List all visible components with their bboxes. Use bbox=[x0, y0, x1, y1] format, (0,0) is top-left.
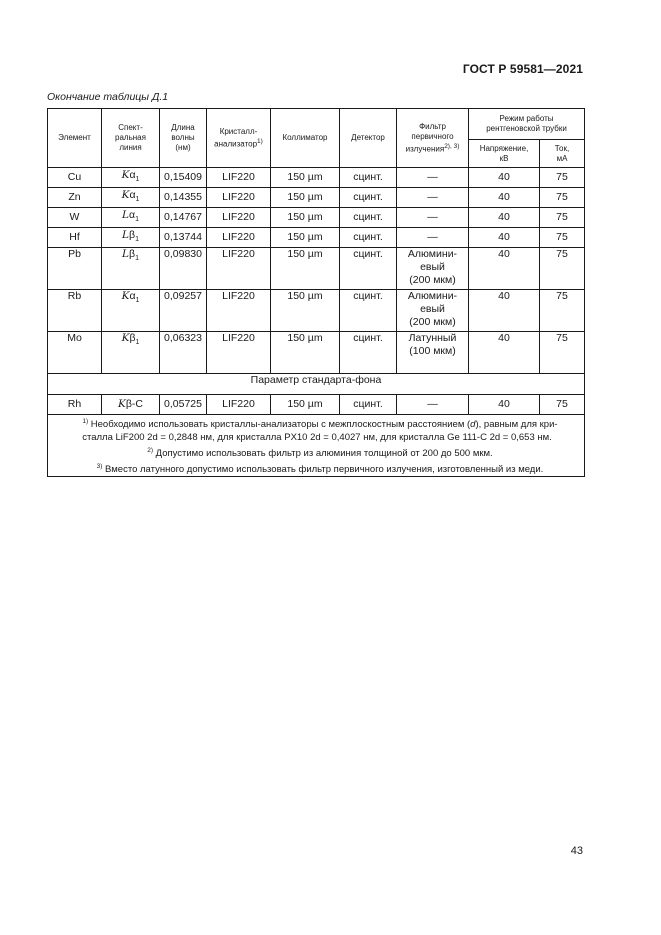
cell-element: Rh bbox=[48, 395, 102, 415]
cell-detector: сцинт. bbox=[340, 168, 397, 188]
cell-voltage: 40 bbox=[469, 248, 540, 290]
data-table bbox=[47, 108, 585, 477]
cell-detector: сцинт. bbox=[340, 332, 397, 374]
col-collimator: Коллиматор bbox=[271, 109, 340, 168]
cell-element: Zn bbox=[48, 188, 102, 208]
col-current: Ток, мА bbox=[540, 140, 585, 168]
note-1-continued: сталла LiF200 2d = 0,2848 нм, для кристалла PX10 2d = 0,4027 нм, для кристалла Ge 111-C 2d = 0,653 нм. bbox=[82, 432, 552, 444]
cell-spectral-line: $K\alpha_1$ bbox=[102, 168, 160, 188]
cell-wavelength: 0,05725 bbox=[160, 395, 207, 415]
cell-filter: — bbox=[397, 168, 469, 188]
cell-crystal: LIF220 bbox=[207, 395, 271, 415]
table-row-rh bbox=[48, 395, 585, 415]
cell-collimator: 150 µm bbox=[271, 228, 340, 248]
section-title: Параметр стандарта-фона bbox=[48, 374, 585, 395]
cell-detector: сцинт. bbox=[340, 395, 397, 415]
cell-element: Pb bbox=[48, 248, 102, 290]
cell-current: 75 bbox=[540, 395, 585, 415]
cell-wavelength: 0,14767 bbox=[160, 208, 207, 228]
note-1: $^{1)}$ Необходимо использовать кристаллы-анализаторы с межплоскостным расстоянием (d), равным для кри- bbox=[82, 418, 558, 431]
note-3: $^{3)}$ Вместо латунного допустимо использовать фильтр первичного излучения, изготовленный из меди. bbox=[96, 463, 544, 476]
col-spectral-line: Спект- ральная линия bbox=[102, 109, 160, 168]
col-crystal: Кристалл- анализатор$^{1)}$ bbox=[207, 109, 271, 168]
cell-collimator: 150 µm bbox=[271, 208, 340, 228]
cell-filter: — bbox=[397, 188, 469, 208]
col-voltage: Напряжение, кВ bbox=[469, 140, 540, 168]
table-notes bbox=[48, 415, 585, 477]
cell-current: 75 bbox=[540, 332, 585, 374]
col-tube-mode: Режим работы рентгеновской трубки bbox=[469, 109, 585, 140]
cell-collimator: 150 µm bbox=[271, 395, 340, 415]
cell-wavelength: 0,09830 bbox=[160, 248, 207, 290]
document-code: ГОСТ Р 59581—2021 bbox=[462, 62, 583, 76]
cell-crystal: LIF220 bbox=[207, 228, 271, 248]
cell-detector: сцинт. bbox=[340, 248, 397, 290]
page-number: 43 bbox=[570, 845, 583, 857]
cell-collimator: 150 µm bbox=[271, 188, 340, 208]
cell-element: W bbox=[48, 208, 102, 228]
cell-filter: Латунный (100 мкм) bbox=[397, 332, 469, 374]
cell-voltage: 40 bbox=[469, 332, 540, 374]
cell-crystal: LIF220 bbox=[207, 332, 271, 374]
col-element: Элемент bbox=[48, 109, 102, 168]
cell-current: 75 bbox=[540, 248, 585, 290]
cell-detector: сцинт. bbox=[340, 228, 397, 248]
cell-wavelength: 0,15409 bbox=[160, 168, 207, 188]
cell-crystal: LIF220 bbox=[207, 208, 271, 228]
cell-filter: Алюмини- евый (200 мкм) bbox=[397, 290, 469, 332]
cell-wavelength: 0,14355 bbox=[160, 188, 207, 208]
cell-current: 75 bbox=[540, 188, 585, 208]
cell-voltage: 40 bbox=[469, 290, 540, 332]
cell-detector: сцинт. bbox=[340, 208, 397, 228]
note-2: $^{2)}$ Допустимо использовать фильтр из алюминия толщиной от 200 до 500 мкм. bbox=[147, 447, 493, 460]
cell-detector: сцинт. bbox=[340, 290, 397, 332]
table-row-rb bbox=[48, 290, 585, 332]
cell-spectral-line: $L\beta_1$ bbox=[102, 228, 160, 248]
cell-wavelength: 0,06323 bbox=[160, 332, 207, 374]
col-filter: Фильтр первичного излучения$^{2), 3)}$ bbox=[397, 109, 469, 168]
table-row-hf bbox=[48, 228, 585, 248]
table-row-mo bbox=[48, 332, 585, 374]
col-detector: Детектор bbox=[340, 109, 397, 168]
cell-spectral-line: $K\alpha_1$ bbox=[102, 290, 160, 332]
col-wavelength: Длина волны (нм) bbox=[160, 109, 207, 168]
table-row-cu bbox=[48, 168, 585, 188]
cell-voltage: 40 bbox=[469, 208, 540, 228]
cell-current: 75 bbox=[540, 208, 585, 228]
cell-filter: Алюмини- евый (200 мкм) bbox=[397, 248, 469, 290]
cell-element: Rb bbox=[48, 290, 102, 332]
cell-element: Hf bbox=[48, 228, 102, 248]
table-caption: Окончание таблицы Д.1 bbox=[47, 91, 169, 103]
cell-crystal: LIF220 bbox=[207, 248, 271, 290]
cell-collimator: 150 µm bbox=[271, 168, 340, 188]
table-row-zn bbox=[48, 188, 585, 208]
cell-current: 75 bbox=[540, 228, 585, 248]
cell-voltage: 40 bbox=[469, 168, 540, 188]
cell-current: 75 bbox=[540, 168, 585, 188]
cell-spectral-line: $L\beta_1$ bbox=[102, 248, 160, 290]
cell-voltage: 40 bbox=[469, 228, 540, 248]
cell-current: 75 bbox=[540, 290, 585, 332]
cell-collimator: 150 µm bbox=[271, 332, 340, 374]
cell-wavelength: 0,09257 bbox=[160, 290, 207, 332]
cell-filter: — bbox=[397, 395, 469, 415]
cell-crystal: LIF220 bbox=[207, 290, 271, 332]
cell-spectral-line: $K\beta_1$ bbox=[102, 332, 160, 374]
cell-spectral-line: Kβ-C bbox=[102, 395, 160, 415]
cell-element: Cu bbox=[48, 168, 102, 188]
cell-crystal: LIF220 bbox=[207, 168, 271, 188]
cell-spectral-line: $L\alpha_1$ bbox=[102, 208, 160, 228]
cell-filter: — bbox=[397, 228, 469, 248]
cell-collimator: 150 µm bbox=[271, 248, 340, 290]
cell-wavelength: 0,13744 bbox=[160, 228, 207, 248]
cell-crystal: LIF220 bbox=[207, 188, 271, 208]
cell-collimator: 150 µm bbox=[271, 290, 340, 332]
table-row-w bbox=[48, 208, 585, 228]
cell-voltage: 40 bbox=[469, 188, 540, 208]
table-row-pb bbox=[48, 248, 585, 290]
table-body bbox=[48, 168, 585, 374]
cell-filter: — bbox=[397, 208, 469, 228]
cell-voltage: 40 bbox=[469, 395, 540, 415]
cell-spectral-line: $K\alpha_1$ bbox=[102, 188, 160, 208]
cell-detector: сцинт. bbox=[340, 188, 397, 208]
cell-element: Mo bbox=[48, 332, 102, 374]
